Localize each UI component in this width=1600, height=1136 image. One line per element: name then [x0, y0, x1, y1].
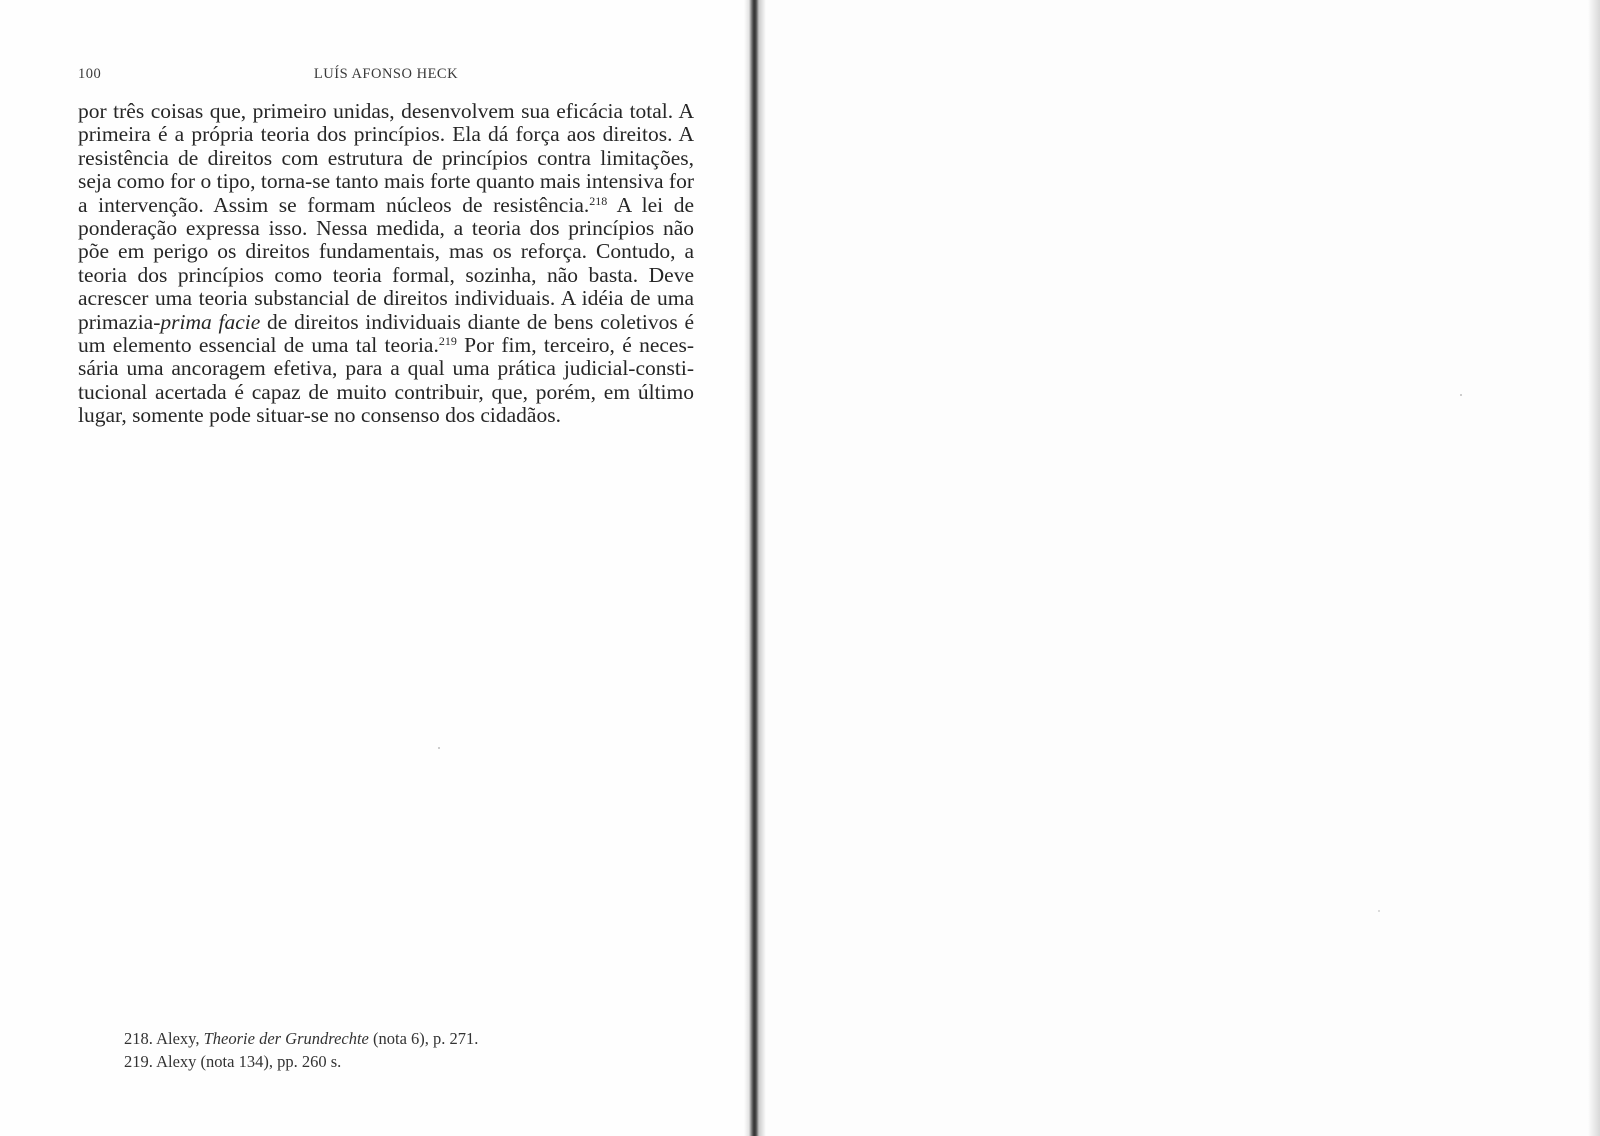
book-gutter-shadow [744, 0, 766, 1136]
running-head [78, 66, 694, 88]
paragraph-text-4: Por fim, terceiro, é necessária uma ancoragem efetiva, para a qual uma prática judicial-constitucional acertada é capaz de muito contribuir, que, porém, em último lugar, somente pode situar-se no consenso dos cidadãos. [78, 333, 694, 428]
page-edge-shadow [1588, 0, 1600, 1136]
footnote-number: 219. [124, 1052, 153, 1071]
page-number: 100 [78, 66, 102, 82]
footnote-number: 218. [124, 1029, 153, 1048]
footnote-ref-219: 219 [438, 334, 457, 349]
right-page-blank [758, 0, 1600, 1136]
footnote-rest: (nota 6), p. 271. [373, 1029, 479, 1048]
running-head-author: LUÍS AFONSO HECK [313, 66, 459, 82]
footnote-author: Alexy, [156, 1029, 200, 1048]
paragraph-text-2: A lei de ponderação expressa isso. Nessa medida, a teoria dos princípios não põe em perigo os direitos fundamentais, mas os reforça. Contudo, a teoria dos princípios como teoria formal, sozinha, não basta. Deve acrescer uma teoria substancial de direitos individuais. A idéia de uma primazia- [78, 192, 695, 334]
left-page [0, 0, 752, 1136]
footnote-218 [124, 1027, 684, 1050]
scan-speck [1378, 910, 1380, 912]
footnote-219 [124, 1050, 684, 1073]
footnote-text: Alexy (nota 134), pp. 260 s. [156, 1052, 342, 1071]
footnote-ref-218: 218 [589, 193, 608, 208]
footnote-title: Theorie der Grundrechte [203, 1029, 369, 1048]
footnotes [124, 1027, 684, 1073]
paragraph-text-3: de direitos individuais diante de bens coletivos é um elemento essencial de uma tal teoria. [78, 309, 694, 358]
italic-term: prima facie [160, 309, 261, 334]
paragraph-text-1: por três coisas que, primeiro unidas, desenvolvem sua eficácia total. A primeira é a própria teoria dos princípios. Ela dá força aos direitos. A resistência de direitos com estrutura de princípios contra limitações, seja como for o tipo, torna-se tanto mais forte quanto mais intensiva for a intervenção. Assim se formam núcleos de resistência. [78, 99, 694, 217]
scan-speck [438, 747, 440, 749]
body-paragraph [78, 100, 694, 428]
scan-speck [1460, 394, 1462, 396]
